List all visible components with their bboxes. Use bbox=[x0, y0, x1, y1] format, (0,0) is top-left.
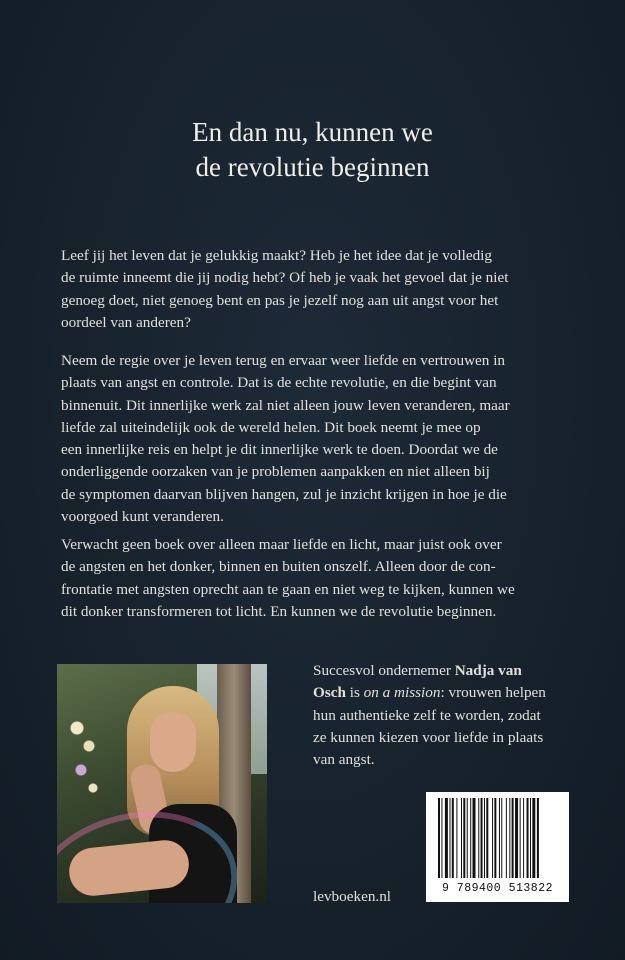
paragraph-line: voorgoed kunt veranderen. bbox=[61, 508, 224, 526]
paragraph-line: liefde zal uiteindelijk ook de wereld helen. Dit boek neemt je mee op bbox=[61, 418, 481, 436]
headline bbox=[0, 115, 625, 185]
paragraph-line: Leef jij het leven dat je gelukkig maakt? Heb je het idee dat je volledig bbox=[61, 247, 492, 264]
paragraph-line: de angsten en het donker, binnen en buiten onszelf. Alleen door de con- bbox=[61, 558, 496, 576]
paragraph-line: de symptomen daarvan blijven hangen, zul je inzicht krijgen in hoe je die bbox=[61, 485, 507, 503]
paragraph-line: genoeg doet, niet genoeg bent en pas je jezelf nog aan uit angst voor het bbox=[61, 291, 499, 309]
bio-text: ze kunnen kiezen voor liefde in plaats bbox=[313, 728, 544, 746]
author-name: Osch bbox=[313, 684, 346, 702]
isbn-barcode bbox=[426, 792, 569, 902]
bio-text: Succesvol ondernemer bbox=[313, 662, 455, 679]
paragraph-line: binnenuit. Dit innerlijke werk zal niet alleen jouw leven veranderen, maar bbox=[61, 396, 510, 414]
paragraph-line: Neem de regie over je leven terug en ervaar weer liefde en vertrouwen in bbox=[61, 352, 506, 369]
paragraph-1 bbox=[61, 245, 571, 334]
author-name: Nadja van bbox=[454, 662, 522, 679]
bio-mission: on a mission bbox=[363, 684, 441, 702]
publisher-url: levboeken.nl bbox=[313, 888, 392, 905]
bio-text: van angst. bbox=[313, 751, 375, 769]
bio-text: : vrouwen helpen bbox=[440, 684, 546, 702]
paragraph-line: dit donker transformeren tot licht. En kunnen we de revolutie beginnen. bbox=[61, 602, 497, 620]
paragraph-3 bbox=[61, 534, 571, 623]
author-photo bbox=[57, 664, 267, 903]
paragraph-line: plaats van angst en controle. Dat is de echte revolutie, en die begint van bbox=[61, 374, 497, 392]
bio-text: hun authentieke zelf te worden, zodat bbox=[313, 706, 541, 724]
barcode-bars bbox=[426, 792, 569, 884]
bio-text: is bbox=[345, 684, 364, 702]
author-bio bbox=[313, 660, 583, 771]
paragraph-line: oordeel van anderen? bbox=[61, 313, 191, 331]
paragraph-2 bbox=[61, 350, 571, 528]
paragraph-line: frontatie met angsten oprecht aan te gaan en niet weg te kijken, kunnen we bbox=[61, 580, 515, 598]
paragraph-line: Verwacht geen boek over alleen maar liefde en licht, maar juist ook over bbox=[61, 536, 502, 553]
paragraph-line: de ruimte inneemt die jij nodig hebt? Of heb je vaak het gevoel dat je niet bbox=[61, 269, 509, 287]
headline-line-2: de revolutie beginnen bbox=[195, 152, 430, 182]
paragraph-line: onderliggende oorzaken van je problemen aanpakken en niet alleen bij bbox=[61, 463, 490, 481]
isbn-number: 9 789400 513822 bbox=[441, 882, 554, 895]
paragraph-line: een innerlijke reis en helpt je dit innerlijke werk te doen. Doordat we de bbox=[61, 441, 498, 459]
headline-line-1: En dan nu, kunnen we bbox=[192, 117, 433, 147]
